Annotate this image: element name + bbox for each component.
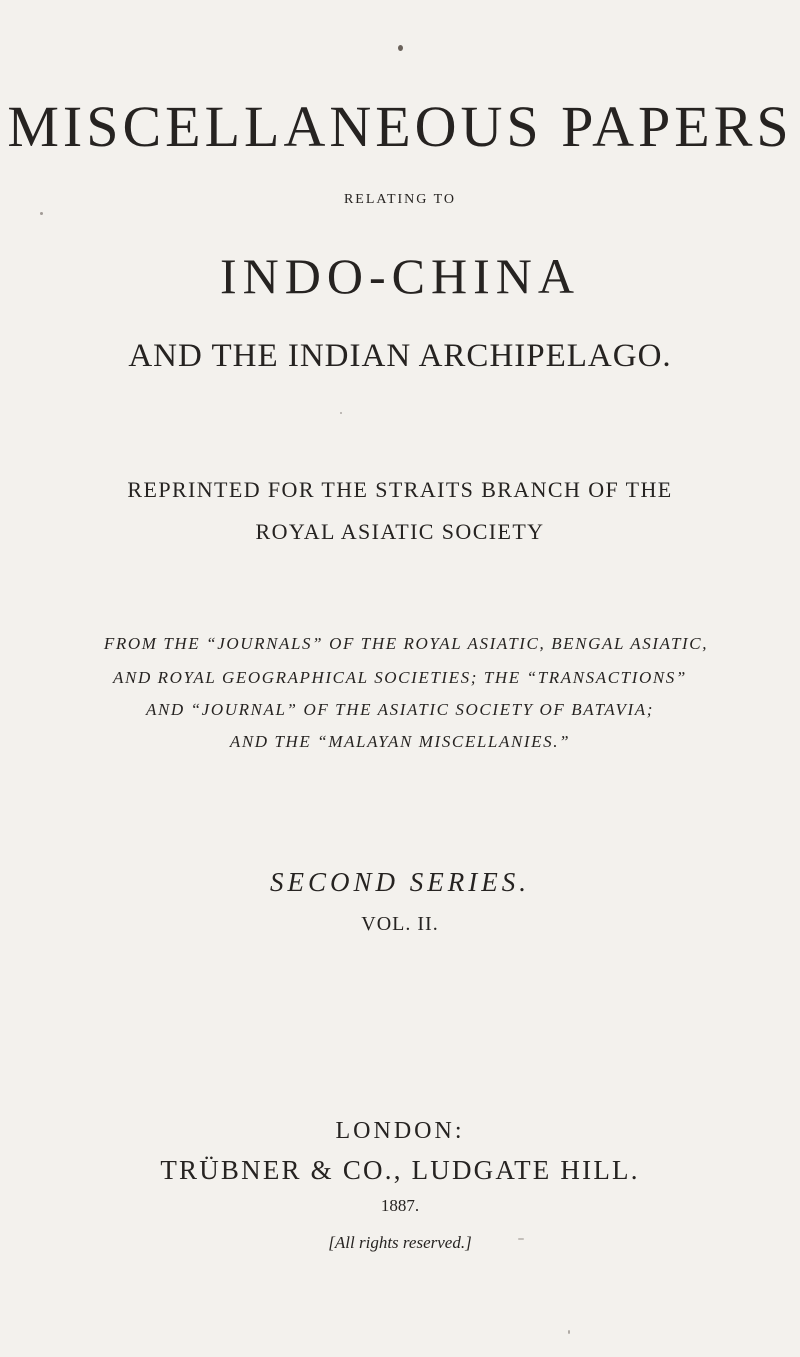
paper-speck <box>40 212 43 215</box>
source-line-1: FROM THE “JOURNALS” OF THE ROYAL ASIATIC, BENGAL ASIATIC, <box>103 634 709 653</box>
paper-speck <box>518 1238 524 1240</box>
paper-speck <box>398 45 403 51</box>
source-line-4: AND THE “MALAYAN MISCELLANIES.” <box>229 732 571 751</box>
reprinted-for-line-1: REPRINTED FOR THE STRAITS BRANCH OF THE <box>127 477 673 502</box>
volume-label: VOL. II. <box>361 913 439 935</box>
series-label: SECOND SERIES. <box>270 867 530 897</box>
paper-speck <box>568 1330 570 1334</box>
reprinted-for-line-2: ROYAL ASIATIC SOCIETY <box>255 519 545 544</box>
subject-title: INDO-CHINA <box>220 248 580 304</box>
source-line-3: AND “JOURNAL” OF THE ASIATIC SOCIETY OF BATAVIA; <box>145 700 655 719</box>
source-line-2: AND ROYAL GEOGRAPHICAL SOCIETIES; THE “TRANSACTIONS” <box>113 668 687 687</box>
rights-notice: [All rights reserved.] <box>328 1233 472 1252</box>
publication-year: 1887. <box>380 1196 420 1215</box>
main-title: MISCELLANEOUS PAPERS <box>7 94 793 159</box>
paper-speck <box>340 412 342 414</box>
imprint-city: LONDON: <box>335 1118 465 1144</box>
relating-to-text: RELATING TO <box>343 192 457 207</box>
publisher-name: TRÜBNER & CO., LUDGATE HILL. <box>160 1155 640 1185</box>
subject-continuation: AND THE INDIAN ARCHIPELAGO. <box>128 338 672 374</box>
